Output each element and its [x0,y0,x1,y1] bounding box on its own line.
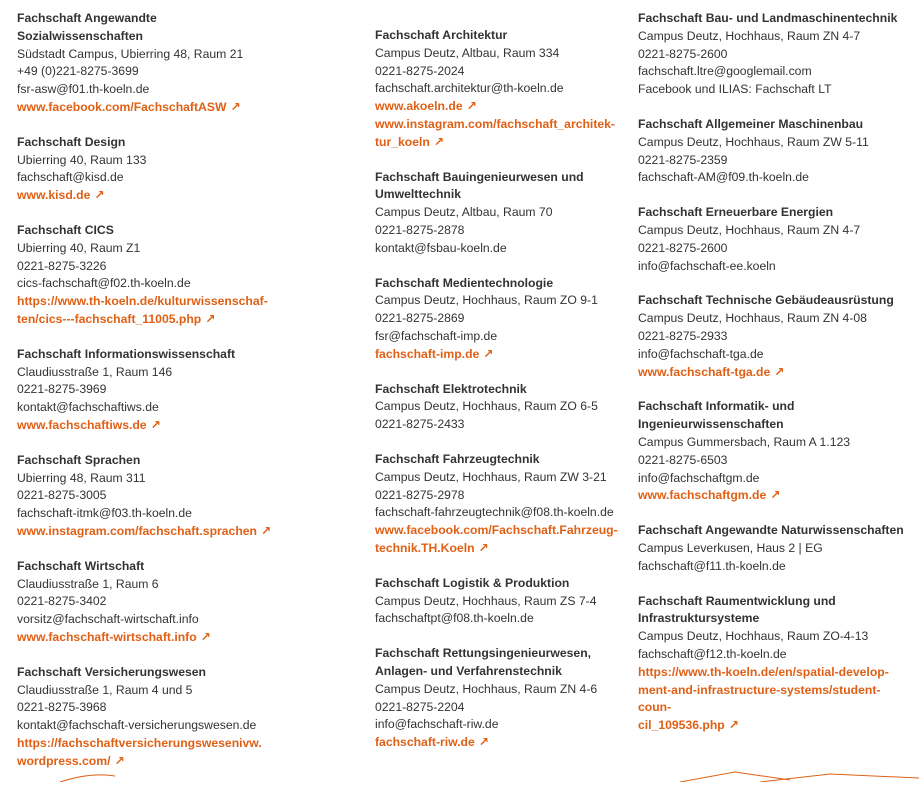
entry-name: Fachschaft Elektrotechnik [375,381,527,396]
entry-detail: fachschaft-itmk@f03.th-koeln.de [17,506,192,521]
entry-detail: fachschaft.architektur@th-koeln.de [375,81,564,96]
entry-link-text: www.fachschaft-tga.de [638,364,771,379]
contact-entry [638,10,913,99]
contact-entry [375,451,630,558]
entry-name: Fachschaft Allgemeiner Maschinenbau [638,116,864,131]
entry-detail: Campus Deutz, Hochhaus, Raum ZN 4-7 [638,28,861,43]
entry-detail: Claudiusstraße 1, Raum 6 [17,576,159,591]
entry-detail: 0221-8275-2933 [638,328,728,343]
entry-link-text: fachschaft-imp.de [375,346,480,361]
entry-link-text: www.fachschaftgm.de [638,488,767,503]
column-right [638,10,913,752]
entry-link-text: www.instagram.com/fachschaft.sprachen [17,523,257,538]
entry-detail: fachschaft@kisd.de [17,170,124,185]
entry-link[interactable] [638,364,913,382]
entry-link-text: https://fachschaftversicherungswesenivw. wordpress.com/ [17,735,262,768]
entry-link[interactable] [375,346,630,364]
entry-link[interactable] [638,664,913,735]
contact-entry [17,10,317,117]
external-link-icon: ↗ [433,134,445,149]
external-link-icon: ↗ [774,364,785,379]
entry-detail: Ubierring 48, Raum 311 [17,470,146,485]
entry-link[interactable] [375,98,630,116]
entry-name: Fachschaft Informatik- und Ingenieurwissenschaften [638,399,795,432]
contact-entry [638,593,913,735]
entry-link[interactable] [17,735,317,771]
entry-detail: kontakt@fachschaftiws.de [17,400,159,415]
entry-link-text: www.akoeln.de [375,99,463,114]
entry-name: Fachschaft Versicherungswesen [17,664,206,679]
entry-detail: 0221-8275-2878 [375,222,465,237]
entry-detail: Campus Deutz, Altbau, Raum 334 [375,45,560,60]
external-link-icon: ↗ [114,753,125,768]
entry-link-text: https://www.th-koeln.de/en/spatial-develop- ment-and-infrastructure-systems/student-coun- cil_109536.php [638,664,889,733]
contact-entry [638,398,913,505]
entry-detail: Campus Leverkusen, Haus 2 | EG [638,540,823,555]
decorative-lines [0,770,919,782]
contact-entry [638,204,913,275]
entry-name: Fachschaft Informationswissenschaft [17,346,236,361]
entry-detail: fachschaft-fahrzeugtechnik@f08.th-koeln.de [375,505,614,520]
entry-name: Fachschaft Rettungsingenieurwesen, Anlagen- und Verfahrenstechnik [375,646,592,678]
entry-name: Fachschaft Medientechnologie [375,275,554,290]
entry-detail: Campus Deutz, Hochhaus, Raum ZO 9-1 [375,293,598,308]
entry-detail: info@fachschaft-ee.koeln [638,258,776,273]
contact-entry [375,575,630,628]
external-link-icon: ↗ [478,540,489,555]
entry-detail: Ubierring 40, Raum 133 [17,152,147,167]
external-link-icon: ↗ [483,346,494,361]
entry-detail: fsr-asw@f01.th-koeln.de [17,82,150,97]
entry-detail: Campus Deutz, Hochhaus, Raum ZW 5-11 [638,134,869,149]
entry-detail: +49 (0)221-8275-3699 [17,64,139,79]
entry-detail: Campus Deutz, Hochhaus, Raum ZO-4-13 [638,629,869,644]
entry-link-text: www.instagram.com/fachschaft_architek- tur_koeln [375,116,615,149]
entry-link[interactable] [17,187,317,205]
entry-link[interactable] [638,487,913,505]
entry-detail: Facebook und ILIAS: Fachschaft LT [638,82,832,97]
entry-detail: Claudiusstraße 1, Raum 4 und 5 [17,682,193,697]
entry-detail: cics-fachschaft@f02.th-koeln.de [17,276,191,291]
entry-detail: Ubierring 40, Raum Z1 [17,240,141,255]
entry-link[interactable] [375,734,630,752]
entry-detail: 0221-8275-3005 [17,488,107,503]
contact-entry [17,346,317,435]
entry-link[interactable] [375,116,630,152]
entry-detail: Campus Deutz, Hochhaus, Raum ZN 4-7 [638,222,861,237]
entry-detail: 0221-8275-2869 [375,311,465,326]
external-link-icon: ↗ [728,718,739,733]
entry-detail: 0221-8275-2978 [375,487,465,502]
entry-name: Fachschaft Sprachen [17,452,141,467]
entry-detail: fsr@fachschaft-imp.de [375,328,498,343]
entry-detail: 0221-8275-3402 [17,594,107,609]
contact-entry [375,27,630,152]
external-link-icon: ↗ [200,629,211,644]
entry-detail: 0221-8275-3969 [17,382,107,397]
entry-name: Fachschaft Design [17,134,126,149]
entry-name: Fachschaft Architektur [375,28,508,42]
entry-detail: Campus Deutz, Hochhaus, Raum ZS 7-4 [375,593,597,608]
external-link-icon: ↗ [205,311,216,326]
entry-detail: Claudiusstraße 1, Raum 146 [17,364,173,379]
entry-name: Fachschaft Technische Gebäudeausrüstung [638,293,894,308]
contact-entry [375,169,630,258]
external-link-icon: ↗ [478,735,489,750]
entry-detail: 0221-8275-2433 [375,417,465,432]
entry-name: Fachschaft Bauingenieurwesen und Umwelttechnik [375,169,584,202]
entry-name: Fachschaft Erneuerbare Energien [638,205,834,220]
entry-name: Fachschaft CICS [17,222,114,237]
external-link-icon: ↗ [770,488,781,503]
entry-detail: info@fachschaft-riw.de [375,717,499,732]
entry-name: Fachschaft Logistik & Produktion [375,575,570,590]
entry-detail: 0221-8275-2359 [638,152,728,167]
entry-link[interactable] [17,417,317,435]
entry-detail: 0221-8275-3226 [17,258,107,273]
entry-link[interactable] [17,293,317,329]
entry-detail: Campus Deutz, Hochhaus, Raum ZO 6-5 [375,399,598,414]
contact-entry [17,452,317,541]
entry-detail: fachschaft.ltre@googlemail.com [638,64,812,79]
external-link-icon: ↗ [466,99,477,114]
external-link-icon: ↗ [230,99,241,114]
entry-detail: Campus Deutz, Hochhaus, Raum ZN 4-08 [638,311,867,326]
entry-link-text: www.facebook.com/FachschaftASW [17,99,227,114]
contact-entry [375,275,630,364]
entry-detail: Campus Deutz, Altbau, Raum 70 [375,205,553,220]
contact-entry [638,116,913,187]
entry-link[interactable] [17,629,317,647]
entry-detail: info@fachschaft-tga.de [638,346,764,361]
external-link-icon: ↗ [260,523,272,538]
entry-link-text: fachschaft-riw.de [375,735,475,750]
entry-detail: 0221-8275-6503 [638,452,728,467]
entry-name: Fachschaft Fahrzeugtechnik [375,451,540,466]
entry-detail: kontakt@fsbau-koeln.de [375,240,507,255]
entry-detail: 0221-8275-3968 [17,700,107,715]
column-middle [375,10,630,769]
contact-entry [375,645,630,752]
entry-name: Fachschaft Bau- und Landmaschinentechnik [638,11,898,25]
entry-link[interactable] [375,522,630,558]
column-left [17,10,317,787]
entry-detail: 0221-8275-2024 [375,63,465,78]
entry-detail: Campus Gummersbach, Raum A 1.123 [638,434,851,449]
entry-link[interactable] [17,99,317,117]
entry-detail: kontakt@fachschaft-versicherungswesen.de [17,718,257,733]
contact-entry [17,134,317,205]
entry-link-text: www.facebook.com/Fachschaft.Fahrzeug- technik.TH.Koeln [375,523,618,555]
external-link-icon: ↗ [94,188,105,203]
entry-link-text: www.fachschaftiws.de [17,417,147,432]
entry-detail: vorsitz@fachschaft-wirtschaft.info [17,612,199,627]
entry-detail: 0221-8275-2204 [375,699,465,714]
entry-link-text: https://www.th-koeln.de/kulturwissenschaf- ten/cics---fachschaft_11005.php [17,294,268,326]
entry-link[interactable] [17,523,317,541]
entry-name: Fachschaft Angewandte Naturwissenschaften [638,523,904,538]
entry-detail: fachschaft-AM@f09.th-koeln.de [638,170,809,185]
contact-entry [17,222,317,329]
contact-entry [638,522,913,575]
entry-detail: fachschaft@f11.th-koeln.de [638,558,786,573]
contact-entry [638,292,913,381]
entry-detail: 0221-8275-2600 [638,46,728,61]
entry-detail: fachschaftpt@f08.th-koeln.de [375,611,534,626]
entry-detail: Campus Deutz, Hochhaus, Raum ZW 3-21 [375,469,607,484]
external-link-icon: ↗ [150,417,161,432]
entry-detail: info@fachschaftgm.de [638,470,760,485]
entry-link-text: www.fachschaft-wirtschaft.info [17,629,197,644]
contact-entry [17,558,317,647]
contact-entry [17,664,317,771]
entry-name: Fachschaft Raumentwicklung und Infrastruktursysteme [638,593,836,626]
contact-entry [375,381,630,434]
entry-detail: Campus Deutz, Hochhaus, Raum ZN 4-6 [375,681,598,696]
entry-detail: Südstadt Campus, Ubierring 48, Raum 21 [17,46,244,61]
entry-name: Fachschaft Wirtschaft [17,558,145,573]
entry-name: Fachschaft Angewandte Sozialwissenschaften [17,11,157,43]
entry-link-text: www.kisd.de [17,188,91,203]
entry-detail: fachschaft@f12.th-koeln.de [638,646,787,661]
entry-detail: 0221-8275-2600 [638,240,728,255]
